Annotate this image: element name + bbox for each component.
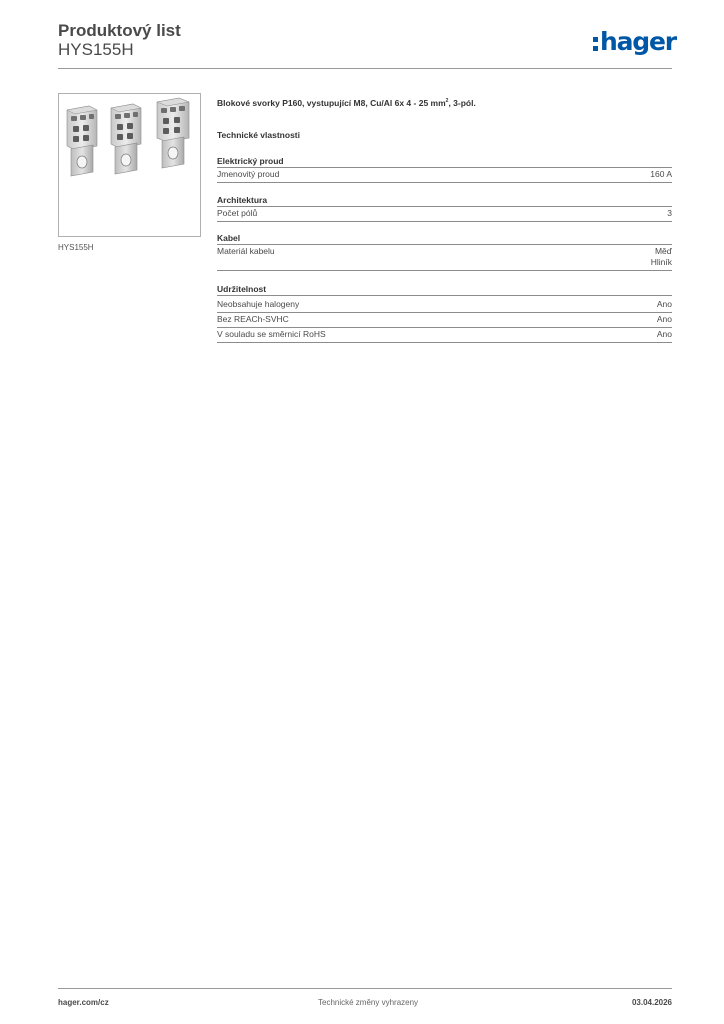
terminal-block-2 bbox=[111, 104, 141, 174]
spec-value: Ano bbox=[656, 314, 672, 324]
spec-value: Ano bbox=[656, 299, 672, 309]
product-code: HYS155H bbox=[58, 40, 134, 59]
header-divider bbox=[58, 68, 672, 69]
spec-value: Měď Hliník bbox=[650, 246, 672, 267]
spec-value: Ano bbox=[656, 329, 672, 339]
spec-row bbox=[217, 328, 672, 343]
product-description: Blokové svorky P160, vystupující M8, Cu/Al 6x 4 - 25 $mm^2$, 3-pól. bbox=[217, 97, 476, 108]
spec-row bbox=[217, 168, 672, 183]
spec-label: Neobsahuje halogeny bbox=[217, 299, 300, 309]
spec-row bbox=[217, 207, 672, 222]
page-title: Produktový list bbox=[58, 21, 181, 40]
spec-row bbox=[217, 313, 672, 328]
spec-label: Bez REACh-SVHC bbox=[217, 314, 289, 324]
terminal-block-3 bbox=[157, 98, 189, 168]
spec-value: 160 A bbox=[650, 169, 672, 179]
spec-group-title: Architektura bbox=[217, 194, 672, 207]
spec-group-architecture bbox=[217, 194, 672, 222]
spec-label: Jmenovitý proud bbox=[217, 169, 280, 179]
terminal-block-1 bbox=[67, 106, 97, 176]
product-details bbox=[217, 96, 672, 339]
spec-row bbox=[217, 298, 672, 313]
spec-row bbox=[217, 245, 672, 271]
footer-website: hager.com/cz bbox=[58, 998, 109, 1007]
footer-note: Technické změny vyhrazeny bbox=[318, 998, 419, 1007]
logo-text: hager bbox=[600, 27, 676, 56]
hager-logo bbox=[593, 28, 676, 56]
spec-group-title: Elektrický proud bbox=[217, 155, 672, 168]
spec-group-sustainability bbox=[217, 283, 672, 343]
logo-colon-icon bbox=[593, 33, 598, 51]
spec-group-title: Udržitelnost bbox=[217, 283, 672, 296]
spec-label: Materiál kabelu bbox=[217, 246, 275, 256]
technical-properties-heading: Technické vlastnosti bbox=[217, 130, 300, 140]
footer-date: 03.04.2026 bbox=[631, 998, 672, 1007]
spec-group-electric-current bbox=[217, 155, 672, 183]
footer-divider bbox=[58, 988, 672, 989]
spec-label: V souladu se směrnicí RoHS bbox=[217, 329, 326, 339]
spec-label: Počet pólů bbox=[217, 208, 258, 218]
spec-group-title: Kabel bbox=[217, 232, 672, 245]
product-image bbox=[58, 93, 201, 237]
spec-group-cable bbox=[217, 232, 672, 271]
terminal-blocks-illustration bbox=[59, 94, 202, 238]
spec-value: 3 bbox=[667, 208, 672, 218]
image-caption: HYS155H bbox=[58, 243, 94, 252]
